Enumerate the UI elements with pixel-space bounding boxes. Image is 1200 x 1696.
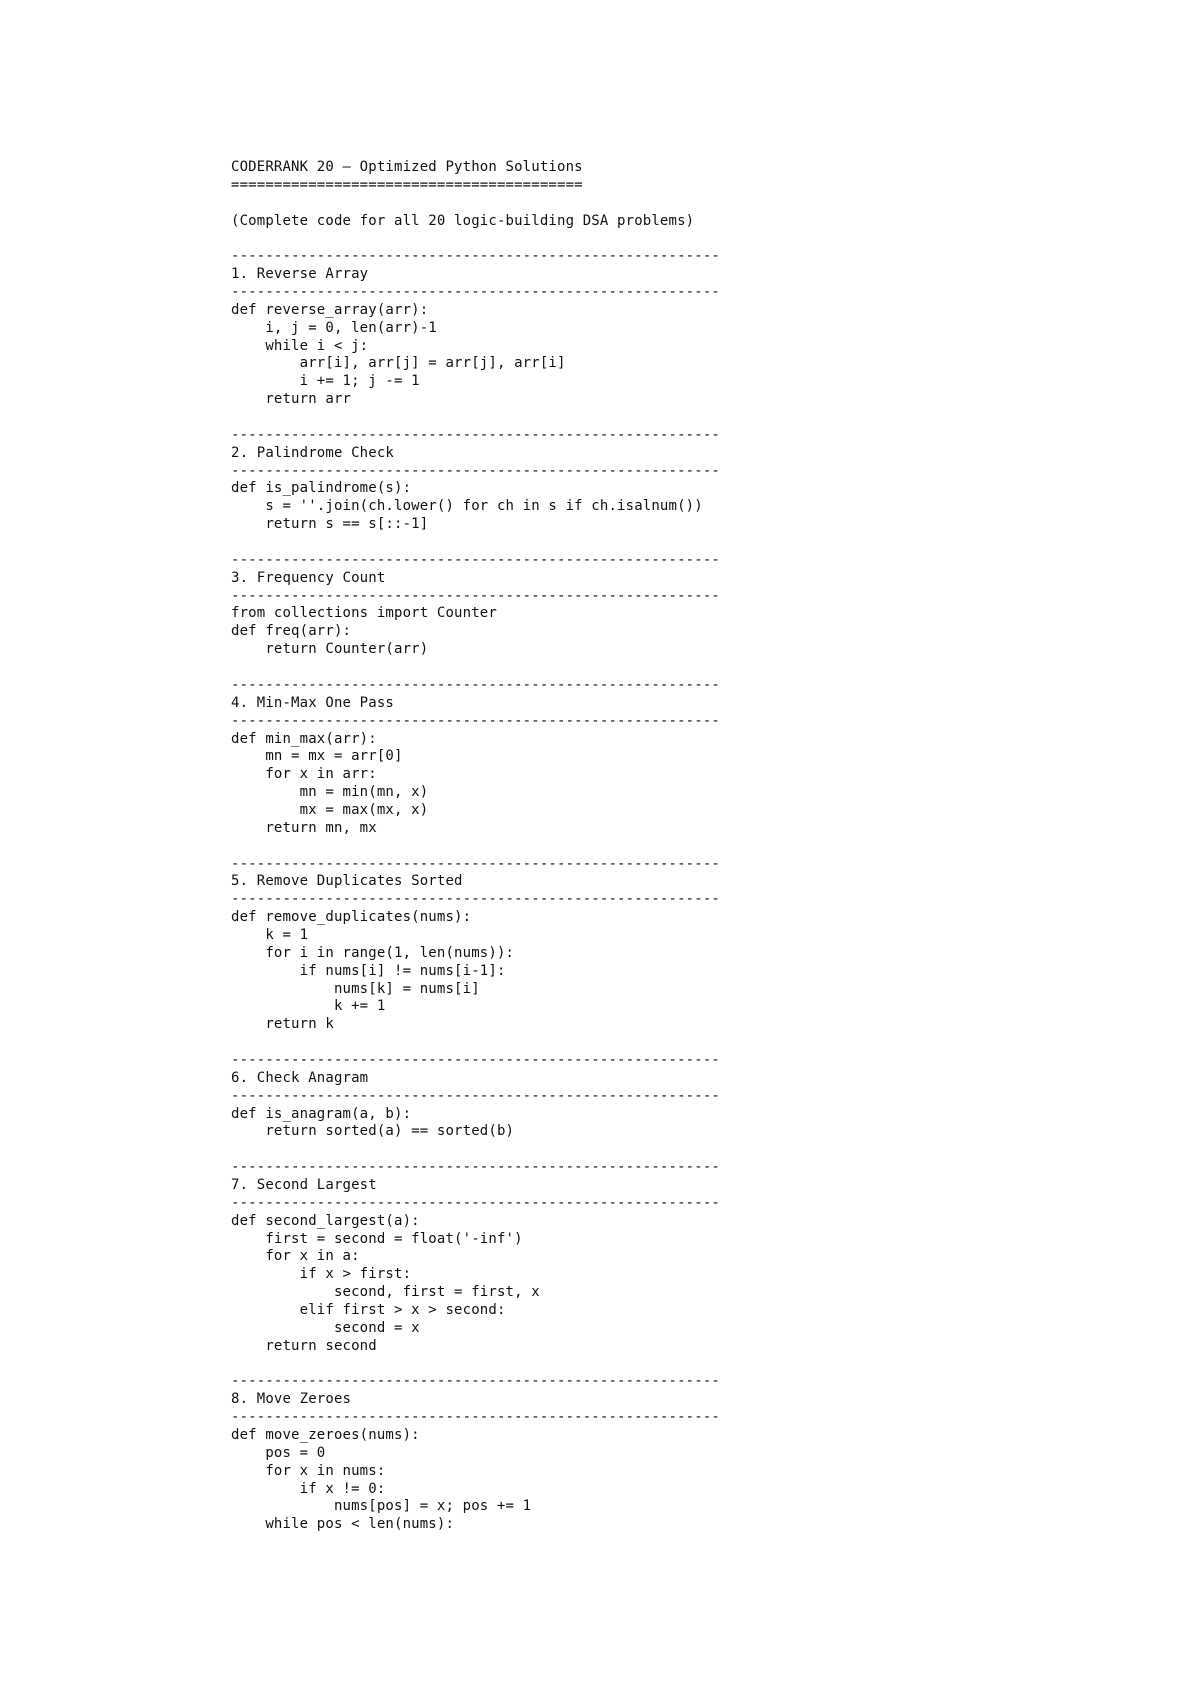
code-line: while pos < len(nums): [231, 1516, 455, 1533]
code-line: --------------------------------------------------------- [231, 891, 720, 908]
code-line: second = x [231, 1319, 420, 1336]
code-line: 1. Reverse Array [231, 266, 369, 283]
code-line: first = second = float('-inf') [231, 1230, 523, 1247]
code-line: --------------------------------------------------------- [231, 1051, 720, 1068]
code-line: i += 1; j -= 1 [231, 373, 420, 390]
code-line: ========================================= [231, 176, 583, 193]
code-line: def remove_duplicates(nums): [231, 909, 472, 926]
code-line [231, 230, 720, 248]
code-line: --------------------------------------------------------- [231, 426, 720, 443]
code-line: 6. Check Anagram [231, 1069, 369, 1086]
code-line: return k [231, 1016, 334, 1033]
code-line: 3. Frequency Count [231, 569, 386, 586]
code-line: mn = min(mn, x) [231, 784, 429, 801]
code-line: return Counter(arr) [231, 641, 429, 658]
code-line: 5. Remove Duplicates Sorted [231, 873, 463, 890]
code-line: --------------------------------------------------------- [231, 1373, 720, 1390]
code-line: return second [231, 1337, 377, 1354]
code-line [231, 1356, 720, 1374]
code-line: --------------------------------------------------------- [231, 551, 720, 568]
code-line: return arr [231, 391, 352, 408]
code-line: return sorted(a) == sorted(b) [231, 1123, 515, 1140]
code-line [231, 838, 720, 856]
code-line: --------------------------------------------------------- [231, 855, 720, 872]
code-line: def min_max(arr): [231, 730, 377, 747]
code-line: for i in range(1, len(nums)): [231, 944, 515, 961]
code-line: --------------------------------------------------------- [231, 587, 720, 604]
code-line [231, 659, 720, 677]
code-line: while i < j: [231, 337, 369, 354]
code-line: mn = mx = arr[0] [231, 748, 403, 765]
code-line: for x in a: [231, 1248, 360, 1265]
code-line: --------------------------------------------------------- [231, 462, 720, 479]
code-line: 7. Second Largest [231, 1176, 377, 1193]
code-line: def second_largest(a): [231, 1212, 420, 1229]
code-line: --------------------------------------------------------- [231, 1409, 720, 1426]
code-line: --------------------------------------------------------- [231, 676, 720, 693]
code-line: nums[pos] = x; pos += 1 [231, 1498, 532, 1515]
code-line: s = ''.join(ch.lower() for ch in s if ch.isalnum()) [231, 498, 703, 515]
code-line: arr[i], arr[j] = arr[j], arr[i] [231, 355, 566, 372]
code-line: k = 1 [231, 926, 309, 943]
code-line: 4. Min-Max One Pass [231, 694, 394, 711]
code-line: k += 1 [231, 998, 386, 1015]
code-line: if x != 0: [231, 1480, 386, 1497]
code-line [231, 1141, 720, 1159]
code-line: (Complete code for all 20 logic-building DSA problems) [231, 212, 695, 229]
code-line: --------------------------------------------------------- [231, 1194, 720, 1211]
code-line: def is_anagram(a, b): [231, 1105, 412, 1122]
code-line: if x > first: [231, 1266, 412, 1283]
code-line: --------------------------------------------------------- [231, 248, 720, 265]
code-line: if nums[i] != nums[i-1]: [231, 962, 506, 979]
code-line: mx = max(mx, x) [231, 801, 429, 818]
code-line: CODERRANK 20 – Optimized Python Solutions [231, 159, 583, 175]
code-line: from collections import Counter [231, 605, 497, 622]
code-line: return mn, mx [231, 819, 377, 836]
code-line: --------------------------------------------------------- [231, 712, 720, 729]
code-line: --------------------------------------------------------- [231, 1159, 720, 1176]
code-line: for x in nums: [231, 1462, 386, 1479]
code-line: --------------------------------------------------------- [231, 284, 720, 301]
code-line [231, 195, 720, 213]
code-line [231, 534, 720, 552]
code-line: def is_palindrome(s): [231, 480, 412, 497]
code-line: return s == s[::-1] [231, 516, 429, 533]
code-line: nums[k] = nums[i] [231, 980, 480, 997]
code-line [231, 1034, 720, 1052]
code-line: def freq(arr): [231, 623, 352, 640]
code-listing [231, 159, 720, 1534]
code-line: i, j = 0, len(arr)-1 [231, 319, 437, 336]
code-line: second, first = first, x [231, 1284, 540, 1301]
code-line [231, 409, 720, 427]
code-line: def reverse_array(arr): [231, 301, 429, 318]
code-line: elif first > x > second: [231, 1302, 506, 1318]
code-line: def move_zeroes(nums): [231, 1427, 420, 1444]
code-line: for x in arr: [231, 766, 377, 783]
code-line: 2. Palindrome Check [231, 444, 394, 461]
code-line: pos = 0 [231, 1444, 326, 1461]
code-line: --------------------------------------------------------- [231, 1087, 720, 1104]
code-line: 8. Move Zeroes [231, 1391, 352, 1408]
